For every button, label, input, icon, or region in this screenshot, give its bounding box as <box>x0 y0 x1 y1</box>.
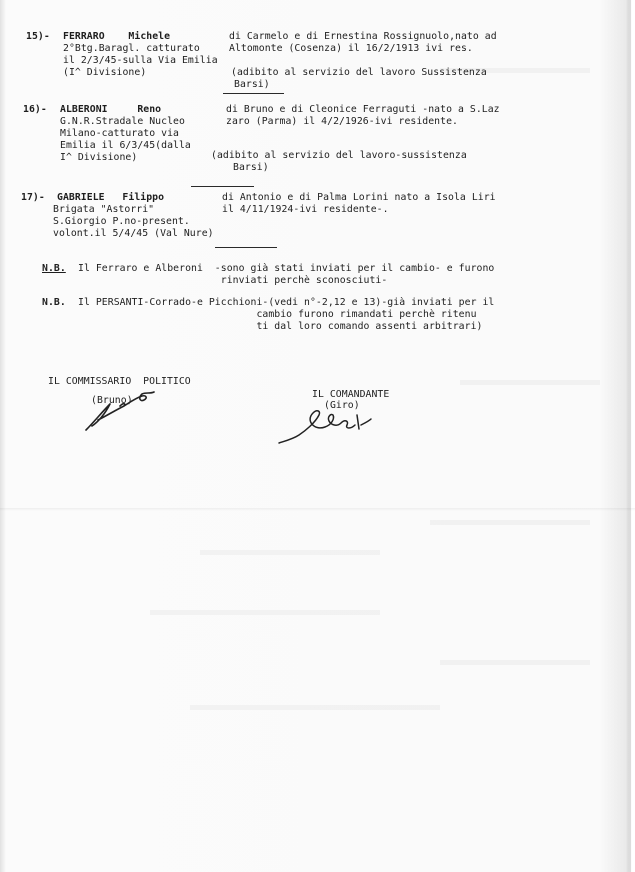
entry-number: 16)- <box>23 104 47 115</box>
bleed-through <box>460 380 600 385</box>
signature-name: (Giro) <box>324 400 360 411</box>
paper-fold <box>0 508 635 511</box>
entry-detail: (I^ Divisione) <box>63 67 147 78</box>
entry-name: FERRARO Michele <box>63 31 171 42</box>
note-line: rinviati perchè sconosciuti- <box>78 275 388 286</box>
note-label: N.B. <box>42 297 66 308</box>
entry-info: di Antonio e di Palma Lorini nato a Isola Liri <box>222 192 496 203</box>
bleed-through <box>200 550 380 555</box>
entry-note: (adibito al servizio del lavoro-sussistenza <box>211 150 467 161</box>
signature-name: (Bruno) <box>91 395 133 406</box>
signature-title: IL COMANDANTE <box>312 389 390 400</box>
note-line: ti dal loro comando assenti arbitrari) <box>78 321 483 332</box>
entry-detail: Brigata "Astorri" <box>53 204 155 215</box>
note-line: cambio furono rimandati perchè ritenu <box>78 309 477 320</box>
note-line: Il Ferraro e Alberoni -sono già stati inviati per il cambio- e furono <box>78 263 495 274</box>
entry-info: il 4/11/1924-ivi residente-. <box>222 204 389 215</box>
bleed-through <box>440 660 590 665</box>
entry-number: 15)- <box>26 31 50 42</box>
separator-rule <box>215 247 277 248</box>
entry-name: ALBERONI Reno <box>60 104 162 115</box>
entry-detail: Milano-catturato via <box>60 128 179 139</box>
entry-note: Barsi) <box>234 79 270 90</box>
entry-note: Barsi) <box>233 162 269 173</box>
note-label: N.B. <box>42 263 66 274</box>
entry-detail: Emilia il 6/3/45(dalla <box>60 140 191 151</box>
entry-name: GABRIELE Filippo <box>57 192 165 203</box>
entry-note: (adibito al servizio del lavoro Sussistenza <box>231 67 487 78</box>
separator-rule <box>223 93 284 94</box>
note-line: Il PERSANTI-Corrado-e Picchioni-(vedi n°-2,12 e 13)-già inviati per il <box>78 297 495 308</box>
entry-info: di Carmelo e di Ernestina Rossignuolo,nato ad <box>229 31 497 42</box>
entry-info: zaro (Parma) il 4/2/1926-ivi residente. <box>226 116 458 127</box>
handwritten-signature <box>275 405 375 447</box>
paper-right-edge <box>626 0 631 872</box>
entry-detail: 2°Btg.Baragl. catturato <box>63 43 200 54</box>
entry-info: di Bruno e di Cleonice Ferraguti -nato a S.Laz <box>226 104 500 115</box>
separator-rule <box>191 186 254 187</box>
entry-detail: il 2/3/45-sulla Via Emilia <box>63 55 218 66</box>
signature-title: IL COMMISSARIO POLITICO <box>48 376 191 387</box>
bleed-through <box>150 610 380 615</box>
entry-detail: volont.il 5/4/45 (Val Nure) <box>53 228 214 239</box>
entry-info: Altomonte (Cosenza) il 16/2/1913 ivi res. <box>229 43 473 54</box>
entry-detail: I^ Divisione) <box>60 152 138 163</box>
handwritten-signature <box>80 388 160 434</box>
entry-detail: G.N.R.Stradale Nucleo <box>60 116 185 127</box>
entry-number: 17)- <box>21 192 45 203</box>
paper-left-edge <box>0 0 6 872</box>
bleed-through <box>430 520 590 525</box>
entry-detail: S.Giorgio P.no-present. <box>53 216 190 227</box>
bleed-through <box>190 705 440 710</box>
